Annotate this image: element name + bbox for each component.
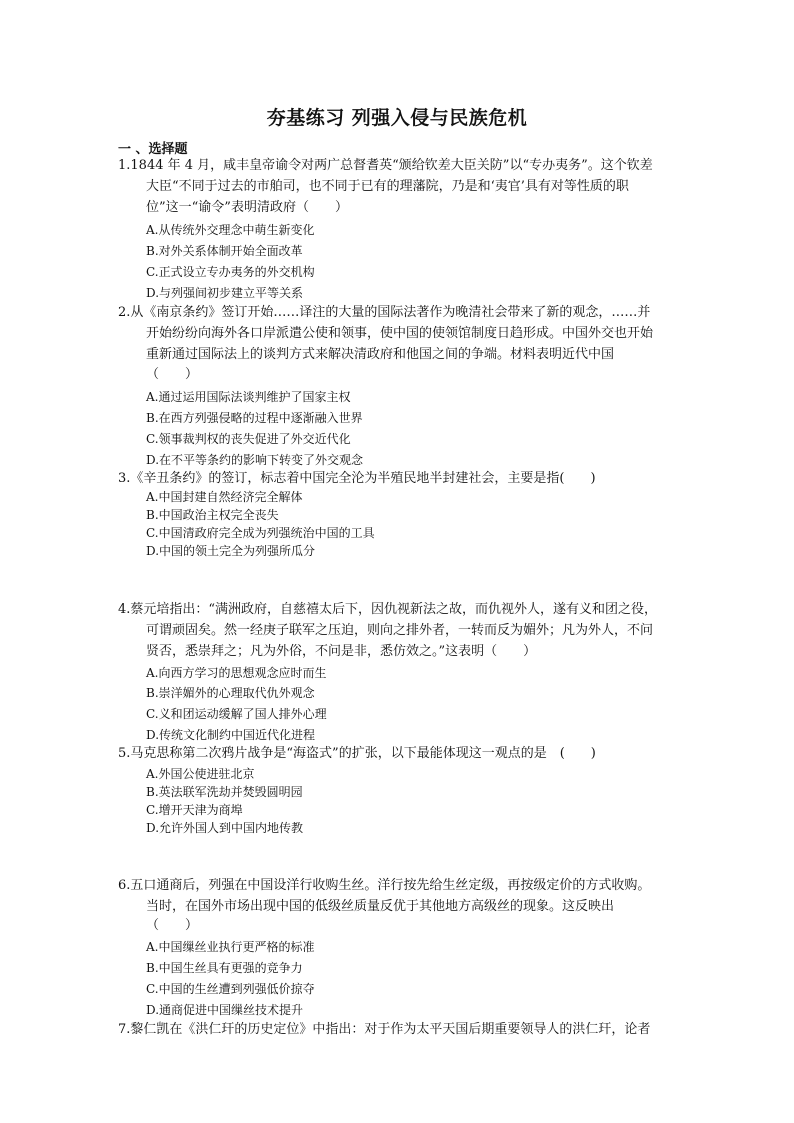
section-heading: 一 、选择题 — [118, 142, 188, 157]
question-6-option-c: C.中国的生丝遭到列强低价掠夺 — [146, 982, 315, 996]
question-2-line-4: （ ） — [146, 367, 199, 382]
question-4-line-3: 贤否，悉崇拜之；凡为外俗，不问是非，悉仿效之。”这表明（ ） — [146, 644, 537, 659]
question-5-option-a: A.外国公使进驻北京 — [146, 767, 255, 781]
question-6-option-b: B.中国生丝具有更强的竞争力 — [146, 961, 303, 975]
question-4-line-1: 4.蔡元培指出：“满洲政府，自慈禧太后下，因仇视新法之故，而仇视外人，遂有义和团之役， — [118, 602, 658, 617]
question-5-option-b: B.英法联军洗劫并焚毁圆明园 — [146, 785, 303, 799]
question-6-line-1: 6.五口通商后，列强在中国设洋行收购生丝。洋行按先给生丝定级，再按级定价的方式收购。 — [118, 878, 651, 893]
question-4-option-b: B.崇洋媚外的心理取代仇外观念 — [146, 686, 315, 700]
question-5-option-c: C.增开天津为商埠 — [146, 803, 243, 817]
question-2-line-2: 开始纷纷向海外各口岸派遣公使和领事，使中国的使领馆制度日趋形成。中国外交也开始 — [146, 326, 654, 341]
question-5-line-1: 5.马克思称第二次鸦片战争是“海盗式”的扩张，以下最能体现这一观点的是 ( ) — [118, 746, 596, 761]
question-6-option-d: D.通商促进中国缫丝技术提升 — [146, 1003, 304, 1017]
question-5-option-d: D.允许外国人到中国内地传教 — [146, 821, 304, 835]
question-3-option-a: A.中国封建自然经济完全解体 — [146, 490, 303, 504]
question-3-option-d: D.中国的领土完全为列强所瓜分 — [146, 544, 316, 558]
question-4-option-d: D.传统文化制约中国近代化进程 — [146, 728, 316, 742]
question-3-option-b: B.中国政治主权完全丧失 — [146, 508, 279, 522]
page-title: 夯基练习 列强入侵与民族危机 — [266, 107, 528, 129]
question-1-option-d: D.与列强间初步建立平等关系 — [146, 286, 304, 300]
question-1-line-1: 1.1844 年 4 月，咸丰皇帝谕令对两广总督耆英“颁给钦差大臣关防”以“专办夷务”。这个钦差 — [118, 158, 653, 173]
question-2-option-b: B.在西方列强侵略的过程中逐渐融入世界 — [146, 411, 363, 425]
question-1-line-2: 大臣“不同于过去的市舶司，也不同于已有的理藩院，乃是和‘夷官’具有对等性质的职 — [146, 179, 629, 194]
question-6-line-2: 当时，在国外市场出现中国的低级丝质量反优于其他地方高级丝的现象。这反映出 — [146, 899, 615, 914]
question-4-option-c: C.义和团运动缓解了国人排外心理 — [146, 707, 327, 721]
question-7-line-1: 7.黎仁凯在《洪仁玕的历史定位》中指出：对于作为太平天国后期重要领导人的洪仁玕，论者 — [118, 1022, 651, 1037]
question-2-option-c: C.领事裁判权的丧失促进了外交近代化 — [146, 432, 351, 446]
question-3-line-1: 3.《辛丑条约》的签订，标志着中国完全沦为半殖民地半封建社会，主要是指( ) — [118, 471, 596, 486]
question-3-option-c: C.中国清政府完全成为列强统治中国的工具 — [146, 526, 375, 540]
question-2-option-d: D.在不平等条约的影响下转变了外交观念 — [146, 453, 364, 467]
question-4-option-a: A.向西方学习的思想观念应时而生 — [146, 666, 327, 680]
question-6-line-3: （ ） — [146, 918, 199, 933]
question-2-option-a: A.通过运用国际法谈判维护了国家主权 — [146, 390, 351, 404]
question-4-line-2: 可谓顽固矣。然一经庚子联军之压迫，则向之排外者，一转而反为媚外；凡为外人，不问 — [146, 623, 654, 638]
question-1-option-c: C.正式设立专办夷务的外交机构 — [146, 265, 315, 279]
question-1-option-a: A.从传统外交理念中萌生新变化 — [146, 223, 315, 237]
question-6-option-a: A.中国缫丝业执行更严格的标准 — [146, 940, 315, 954]
question-2-line-3: 重新通过国际法上的谈判方式来解决清政府和他国之间的争端。材料表明近代中国 — [146, 347, 615, 362]
question-1-line-3: 位”这一“谕令”表明清政府（ ） — [146, 200, 348, 215]
question-2-line-1: 2.从《南京条约》签订开始……译注的大量的国际法著作为晚清社会带来了新的观念，……并 — [118, 305, 651, 320]
question-1-option-b: B.对外关系体制开始全面改革 — [146, 244, 303, 258]
